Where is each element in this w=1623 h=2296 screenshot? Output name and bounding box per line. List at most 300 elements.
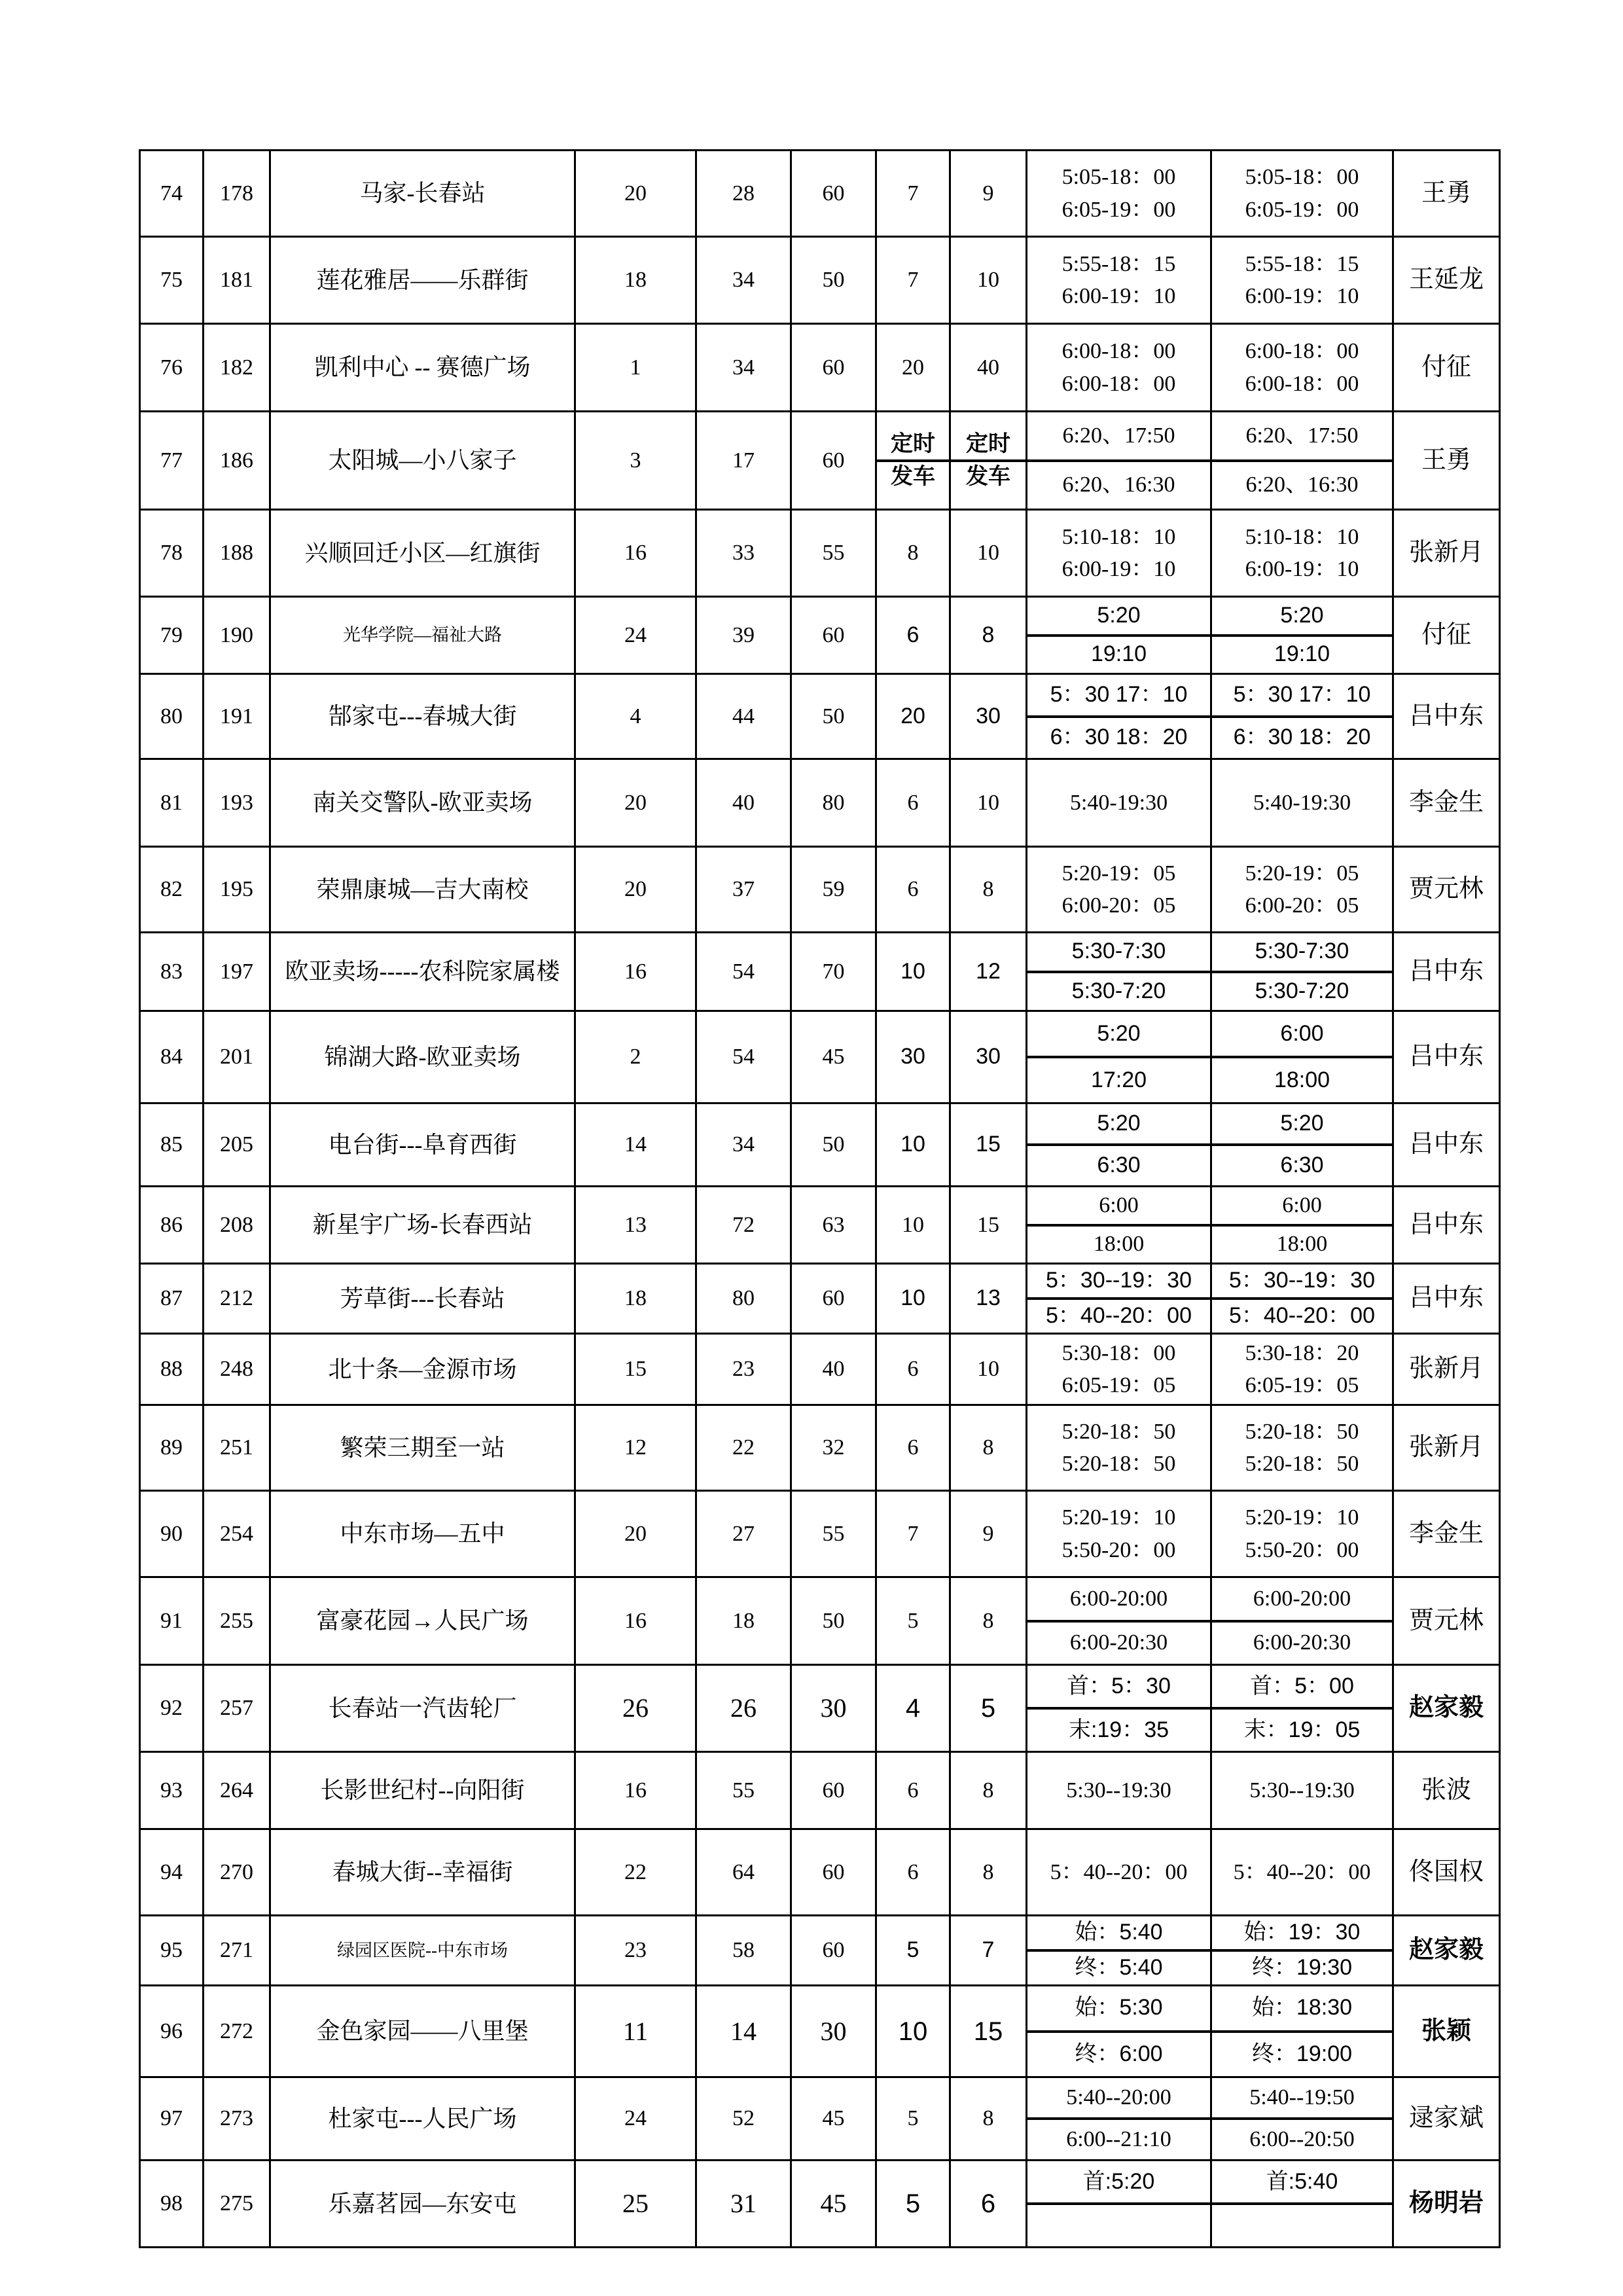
- value-c-cell: 70: [791, 933, 876, 1011]
- value-a-cell: 16: [575, 1577, 696, 1665]
- row-number-cell: 82: [140, 847, 204, 933]
- schedule-t1-cell: [1027, 1264, 1211, 1334]
- value-b-cell: 54: [696, 1011, 791, 1103]
- schedule-t2-cell: [1211, 1829, 1393, 1916]
- table-row: [140, 1011, 1500, 1103]
- route-number-cell: 273: [204, 2077, 270, 2161]
- interval-d-cell: 5: [876, 1916, 950, 1986]
- schedule-t2-cell-line: 5:30-7:20: [1255, 978, 1349, 1003]
- schedule-t2-cell-line: 始：18:30: [1212, 1986, 1392, 2033]
- interval-e-cell-line: 发车: [966, 463, 1010, 489]
- schedule-t1-cell-line: 6:00-20：05: [1061, 893, 1176, 918]
- manager-cell: 李金生: [1393, 759, 1500, 847]
- manager-cell: 王勇: [1393, 151, 1500, 237]
- manager-cell: 吕中东: [1393, 1264, 1500, 1334]
- schedule-t1-cell: [1027, 237, 1211, 324]
- schedule-t2-cell-line: 5:40-19:30: [1253, 790, 1351, 815]
- interval-d-cell: 30: [876, 1011, 950, 1103]
- schedule-t1-cell-split: [1027, 412, 1210, 509]
- route-name-cell: 电台街---阜育西街: [270, 1103, 575, 1187]
- table-row: [140, 1405, 1500, 1491]
- route-name-cell: 中东市场—五中: [270, 1491, 575, 1577]
- schedule-t1-cell-split: [1027, 1265, 1210, 1333]
- schedule-t1-cell-split: [1027, 1986, 1210, 2076]
- schedule-t2-cell-line: 末：19：05: [1243, 1717, 1361, 1742]
- route-number-cell: 201: [204, 1011, 270, 1103]
- value-b-cell: 34: [696, 1103, 791, 1187]
- interval-e-cell: 10: [950, 1334, 1027, 1405]
- schedule-t1-cell-line: 始：5:40: [1027, 1916, 1210, 1952]
- route-name-cell: 乐嘉茗园—东安屯: [270, 2161, 575, 2248]
- value-c-cell: 45: [791, 2077, 876, 2161]
- route-number-cell: 195: [204, 847, 270, 933]
- schedule-t2-cell-line: 6:00: [1212, 1012, 1392, 1058]
- schedule-t2-cell-split: [1212, 412, 1392, 509]
- manager-cell: 吕中东: [1393, 1011, 1500, 1103]
- value-a-cell: 14: [575, 1103, 696, 1187]
- interval-e-cell: [950, 412, 1027, 510]
- interval-d-cell: 5: [876, 2077, 950, 2161]
- interval-e-cell: 8: [950, 2077, 1027, 2161]
- schedule-t1-cell: [1027, 597, 1211, 674]
- row-number-cell: 91: [140, 1577, 204, 1665]
- manager-cell: 张新月: [1393, 510, 1500, 597]
- schedule-t1-cell: [1027, 847, 1211, 933]
- value-b-cell: 23: [696, 1334, 791, 1405]
- manager-cell: 王延龙: [1393, 237, 1500, 324]
- schedule-t2-cell-line: 5:30--19:30: [1249, 1778, 1355, 1803]
- value-b-cell: 55: [696, 1752, 791, 1829]
- route-name-cell: 荣鼎康城—吉大南校: [270, 847, 575, 933]
- interval-e-cell-line: 定时: [951, 429, 1026, 462]
- interval-d-cell: 10: [876, 1187, 950, 1264]
- schedule-t1-cell-split: [1027, 675, 1210, 758]
- schedule-t1-cell-line: 5：40--20：00: [1050, 1859, 1188, 1884]
- route-name-cell: 郜家屯---春城大街: [270, 674, 575, 759]
- value-b-cell: 37: [696, 847, 791, 933]
- schedule-t1-cell-line: 首：5：30: [1027, 1666, 1210, 1710]
- value-c-cell: 50: [791, 1577, 876, 1665]
- schedule-t2-cell-line: 5:10-18：10: [1245, 524, 1359, 549]
- route-number-cell: 275: [204, 2161, 270, 2248]
- schedule-t2-cell: [1211, 510, 1393, 597]
- row-number-cell: 93: [140, 1752, 204, 1829]
- schedule-t2-cell-line: 6：30 18：20: [1233, 725, 1371, 750]
- schedule-table-container: [139, 149, 1500, 2218]
- schedule-t2-cell-line: 6:05-19：05: [1245, 1373, 1359, 1397]
- manager-cell: 逯家斌: [1393, 2077, 1500, 2161]
- interval-d-cell: 7: [876, 151, 950, 237]
- interval-e-cell: 12: [950, 933, 1027, 1011]
- value-a-cell: 20: [575, 1491, 696, 1577]
- schedule-t2-cell-line: 终：19:00: [1251, 2041, 1353, 2066]
- route-name-cell: 富豪花园→人民广场: [270, 1577, 575, 1665]
- schedule-t2-cell: [1211, 933, 1393, 1011]
- value-c-cell: 60: [791, 1916, 876, 1986]
- schedule-t2-cell-line: 6:05-19：00: [1245, 197, 1359, 222]
- manager-cell: 吕中东: [1393, 933, 1500, 1011]
- interval-d-cell: 5: [876, 2161, 950, 2248]
- route-number-cell: 182: [204, 324, 270, 412]
- route-number-cell: 190: [204, 597, 270, 674]
- schedule-t1-cell-line: 末:19：35: [1068, 1717, 1169, 1742]
- value-c-cell: 60: [791, 324, 876, 412]
- interval-e-cell: 5: [950, 1665, 1027, 1752]
- row-number-cell: 78: [140, 510, 204, 597]
- value-b-cell: 18: [696, 1577, 791, 1665]
- table-row: [140, 1577, 1500, 1665]
- value-c-cell: 40: [791, 1334, 876, 1405]
- interval-d-cell-line: 发车: [891, 463, 935, 489]
- schedule-t1-cell: [1027, 2161, 1211, 2248]
- interval-d-cell: 4: [876, 1665, 950, 1752]
- value-a-cell: 13: [575, 1187, 696, 1264]
- schedule-t2-cell: [1211, 1665, 1393, 1752]
- schedule-t1-cell-split: [1027, 1012, 1210, 1102]
- schedule-t2-cell-split: [1212, 1265, 1392, 1333]
- manager-cell: 贾元林: [1393, 847, 1500, 933]
- schedule-t1-cell-line: 终：5:40: [1075, 1955, 1163, 1981]
- schedule-t2-cell-line: 首:5:40: [1212, 2161, 1392, 2205]
- manager-cell: 王勇: [1393, 412, 1500, 510]
- value-a-cell: 4: [575, 674, 696, 759]
- value-c-cell: 50: [791, 1103, 876, 1187]
- route-number-cell: 271: [204, 1916, 270, 1986]
- schedule-t2-cell-line: 6:20、17:50: [1212, 412, 1392, 462]
- manager-cell: 张颖: [1393, 1986, 1500, 2077]
- route-number-cell: 181: [204, 237, 270, 324]
- interval-e-cell: 9: [950, 1491, 1027, 1577]
- value-b-cell: 39: [696, 597, 791, 674]
- schedule-t1-cell-line: 6：30 18：20: [1050, 725, 1188, 750]
- schedule-t1-cell-split: [1027, 933, 1210, 1010]
- schedule-t2-cell-split: [1212, 598, 1392, 673]
- interval-d-cell: 6: [876, 597, 950, 674]
- value-a-cell: 18: [575, 237, 696, 324]
- schedule-t1-cell: [1027, 1187, 1211, 1264]
- schedule-t2-cell-line: 6:30: [1280, 1153, 1324, 1178]
- schedule-t1-cell: [1027, 1405, 1211, 1491]
- schedule-t1-cell-line: 6:05-19：05: [1061, 1373, 1176, 1397]
- schedule-t1-cell: [1027, 1916, 1211, 1986]
- route-name-cell: 北十条—金源市场: [270, 1334, 575, 1405]
- schedule-t2-cell-line: 6:00--20:50: [1249, 2127, 1355, 2152]
- value-b-cell: 26: [696, 1665, 791, 1752]
- schedule-t1-cell-split: [1027, 1666, 1210, 1751]
- schedule-t1-cell: [1027, 674, 1211, 759]
- value-b-cell: 17: [696, 412, 791, 510]
- row-number-cell: 79: [140, 597, 204, 674]
- manager-cell: 赵家毅: [1393, 1916, 1500, 1986]
- schedule-t1-cell-line: 6:05-19：00: [1061, 197, 1176, 222]
- route-name-cell: 新星宇广场-长春西站: [270, 1187, 575, 1264]
- interval-d-cell: 6: [876, 759, 950, 847]
- schedule-t1-cell-line: 5:20-18：50: [1061, 1452, 1176, 1476]
- schedule-t1-cell-split: [1027, 598, 1210, 673]
- table-row: [140, 1752, 1500, 1829]
- row-number-cell: 84: [140, 1011, 204, 1103]
- table-row: [140, 2161, 1500, 2248]
- schedule-t2-cell: [1211, 1491, 1393, 1577]
- interval-e-cell: 9: [950, 151, 1027, 237]
- schedule-t2-cell-line: 5:40--19:50: [1212, 2078, 1392, 2120]
- value-a-cell: 12: [575, 1405, 696, 1491]
- interval-d-cell: 6: [876, 1334, 950, 1405]
- schedule-t1-cell-line: 6:00-19：10: [1061, 284, 1176, 308]
- schedule-t2-cell-line: 始：19：30: [1212, 1916, 1392, 1952]
- table-row: [140, 847, 1500, 933]
- row-number-cell: 90: [140, 1491, 204, 1577]
- interval-e-cell: 8: [950, 1752, 1027, 1829]
- schedule-t1-cell-line: 5:20-18：50: [1061, 1419, 1176, 1444]
- schedule-t2-cell: [1211, 1405, 1393, 1491]
- schedule-t2-cell: [1211, 412, 1393, 510]
- row-number-cell: 76: [140, 324, 204, 412]
- value-c-cell: 30: [791, 1986, 876, 2077]
- manager-cell: 张新月: [1393, 1405, 1500, 1491]
- schedule-t1-cell-split: [1027, 1916, 1210, 1984]
- value-c-cell: 59: [791, 847, 876, 933]
- schedule-t1-cell: [1027, 2077, 1211, 2161]
- route-number-cell: 188: [204, 510, 270, 597]
- schedule-t1-cell-line: 5：30 17：10: [1027, 675, 1210, 718]
- schedule-t2-cell-line: 5:20-18：50: [1245, 1419, 1359, 1444]
- schedule-t1-cell: [1027, 1829, 1211, 1916]
- route-name-cell: 莲花雅居——乐群街: [270, 237, 575, 324]
- schedule-t2-cell: [1211, 597, 1393, 674]
- schedule-t1-cell-line: 5:20: [1027, 598, 1210, 637]
- schedule-t2-cell-line: 5:20-18：50: [1245, 1452, 1359, 1476]
- interval-d-cell: 7: [876, 1491, 950, 1577]
- row-number-cell: 75: [140, 237, 204, 324]
- route-name-cell: 繁荣三期至一站: [270, 1405, 575, 1491]
- value-c-cell: 60: [791, 151, 876, 237]
- schedule-t1-cell-line: 终：6:00: [1075, 2041, 1163, 2066]
- value-b-cell: 72: [696, 1187, 791, 1264]
- interval-d-cell: 6: [876, 847, 950, 933]
- schedule-t1-cell: [1027, 412, 1211, 510]
- interval-e-cell: 15: [950, 1187, 1027, 1264]
- schedule-t1-cell-split: [1027, 1104, 1210, 1185]
- interval-d-cell-line: 定时: [877, 429, 949, 462]
- schedule-t1-cell-line: 17:20: [1090, 1067, 1147, 1092]
- schedule-t2-cell-line: 6:00: [1212, 1187, 1392, 1227]
- table-row: [140, 597, 1500, 674]
- value-b-cell: 33: [696, 510, 791, 597]
- interval-e-cell: 8: [950, 847, 1027, 933]
- schedule-t1-cell-line: 5:30-7:20: [1071, 978, 1166, 1003]
- schedule-t2-cell: [1211, 151, 1393, 237]
- route-name-cell: 金色家园——八里堡: [270, 1986, 575, 2077]
- route-name-cell: 太阳城—小八家子: [270, 412, 575, 510]
- interval-e-cell: 10: [950, 237, 1027, 324]
- value-a-cell: 11: [575, 1986, 696, 2077]
- schedule-t2-cell-split: [1212, 933, 1392, 1010]
- route-number-cell: 272: [204, 1986, 270, 2077]
- schedule-t2-cell: [1211, 1334, 1393, 1405]
- route-name-cell: 南关交警队-欧亚卖场: [270, 759, 575, 847]
- value-b-cell: 28: [696, 151, 791, 237]
- table-row: [140, 1334, 1500, 1405]
- interval-e-cell-split: [951, 429, 1026, 492]
- interval-d-cell: 10: [876, 1103, 950, 1187]
- schedule-t2-cell-line: 5：40--20：00: [1233, 1859, 1371, 1884]
- interval-d-cell: 8: [876, 510, 950, 597]
- value-c-cell: 50: [791, 674, 876, 759]
- table-row: [140, 237, 1500, 324]
- schedule-t1-cell-line: 5:55-18：15: [1061, 251, 1176, 276]
- schedule-t2-cell-line: 5：30 17：10: [1212, 675, 1392, 718]
- value-c-cell: 80: [791, 759, 876, 847]
- route-number-cell: 191: [204, 674, 270, 759]
- manager-cell: 付征: [1393, 597, 1500, 674]
- table-row: [140, 1916, 1500, 1986]
- schedule-t2-cell: [1211, 1264, 1393, 1334]
- interval-e-cell: 8: [950, 1405, 1027, 1491]
- row-number-cell: 77: [140, 412, 204, 510]
- schedule-t2-cell-split: [1212, 1012, 1392, 1102]
- value-c-cell: 60: [791, 597, 876, 674]
- schedule-t1-cell: [1027, 1752, 1211, 1829]
- interval-e-cell: 8: [950, 597, 1027, 674]
- value-a-cell: 1: [575, 324, 696, 412]
- value-a-cell: 16: [575, 1752, 696, 1829]
- schedule-t1-cell: [1027, 510, 1211, 597]
- schedule-t2-cell-line: 6:00-20：05: [1245, 893, 1359, 918]
- schedule-t1-cell: [1027, 1491, 1211, 1577]
- table-row: [140, 674, 1500, 759]
- interval-e-cell: 40: [950, 324, 1027, 412]
- value-c-cell: 55: [791, 510, 876, 597]
- schedule-t2-cell-split: [1212, 1916, 1392, 1984]
- table-row: [140, 412, 1500, 510]
- schedule-t2-cell: [1211, 1103, 1393, 1187]
- schedule-t2-cell-split: [1212, 1578, 1392, 1664]
- schedule-t1-cell: [1027, 1665, 1211, 1752]
- interval-d-cell: 20: [876, 674, 950, 759]
- value-a-cell: 20: [575, 847, 696, 933]
- interval-d-cell: 6: [876, 1829, 950, 1916]
- value-c-cell: 45: [791, 2161, 876, 2248]
- route-number-cell: 251: [204, 1405, 270, 1491]
- route-name-cell: 长春站一汽齿轮厂: [270, 1665, 575, 1752]
- schedule-t2-cell: [1211, 2077, 1393, 2161]
- row-number-cell: 80: [140, 674, 204, 759]
- schedule-t2-cell-line: 5:05-18：00: [1245, 165, 1359, 190]
- route-name-cell: 凯利中心 -- 赛德广场: [270, 324, 575, 412]
- schedule-t1-cell: [1027, 1577, 1211, 1665]
- table-row: [140, 1491, 1500, 1577]
- schedule-t1-cell-line: 5:20-19：05: [1061, 861, 1176, 886]
- interval-d-cell: 7: [876, 237, 950, 324]
- interval-d-cell-split: [877, 429, 949, 492]
- schedule-t1-cell-line: 首:5:20: [1027, 2161, 1210, 2205]
- schedule-t2-cell-split: [1212, 2078, 1392, 2159]
- schedule-t2-cell-line: 6:00-18：00: [1245, 371, 1359, 396]
- schedule-t1-cell: [1027, 1011, 1211, 1103]
- schedule-t1-cell: [1027, 1986, 1211, 2077]
- value-c-cell: 60: [791, 1829, 876, 1916]
- value-a-cell: 25: [575, 2161, 696, 2248]
- route-number-cell: 193: [204, 759, 270, 847]
- table-row: [140, 1829, 1500, 1916]
- value-b-cell: 22: [696, 1405, 791, 1491]
- schedule-t1-cell-line: 6:20、16:30: [1062, 473, 1175, 497]
- interval-d-cell: 10: [876, 1264, 950, 1334]
- interval-d-cell: [876, 412, 950, 510]
- table-row: [140, 324, 1500, 412]
- value-a-cell: 20: [575, 759, 696, 847]
- schedule-t2-cell: [1211, 1577, 1393, 1665]
- schedule-t2-cell-line: 6:00-19：10: [1245, 557, 1359, 581]
- interval-d-cell: 6: [876, 1405, 950, 1491]
- schedule-t2-cell-line: 5:20: [1212, 598, 1392, 637]
- table-row: [140, 1665, 1500, 1752]
- manager-cell: 付征: [1393, 324, 1500, 412]
- manager-cell: 杨明岩: [1393, 2161, 1500, 2248]
- schedule-t2-cell-line: 5:20: [1212, 1104, 1392, 1146]
- schedule-t2-cell-line: 6:00-19：10: [1245, 284, 1359, 308]
- route-name-cell: 锦湖大路-欧亚卖场: [270, 1011, 575, 1103]
- row-number-cell: 86: [140, 1187, 204, 1264]
- schedule-t1-cell-line: 5:30-7:30: [1027, 933, 1210, 973]
- interval-e-cell: 8: [950, 1829, 1027, 1916]
- manager-cell: 吕中东: [1393, 674, 1500, 759]
- schedule-t2-cell-split: [1212, 2161, 1392, 2246]
- schedule-t1-cell-line: 18:00: [1093, 1232, 1145, 1257]
- schedule-t1-cell-line: 5:20: [1027, 1012, 1210, 1058]
- schedule-t1-cell-line: 5:20-19：10: [1061, 1505, 1176, 1530]
- row-number-cell: 83: [140, 933, 204, 1011]
- value-a-cell: 3: [575, 412, 696, 510]
- schedule-t1-cell-line: 5:05-18：00: [1061, 165, 1176, 190]
- table-row: [140, 933, 1500, 1011]
- table-row: [140, 1986, 1500, 2077]
- route-number-cell: 270: [204, 1829, 270, 1916]
- value-c-cell: 30: [791, 1665, 876, 1752]
- schedule-t1-cell-line: 5:30--19:30: [1066, 1778, 1171, 1803]
- route-number-cell: 197: [204, 933, 270, 1011]
- schedule-t1-cell-line: 5:30-18：00: [1061, 1340, 1176, 1365]
- schedule-t1-cell: [1027, 151, 1211, 237]
- value-b-cell: 31: [696, 2161, 791, 2248]
- row-number-cell: 96: [140, 1986, 204, 2077]
- row-number-cell: 85: [140, 1103, 204, 1187]
- schedule-t1-cell-line: 5:40-19:30: [1069, 790, 1168, 815]
- value-b-cell: 54: [696, 933, 791, 1011]
- schedule-t2-cell-line: 5:20-19：05: [1245, 861, 1359, 886]
- schedule-t1-cell: [1027, 759, 1211, 847]
- schedule-t2-cell: [1211, 324, 1393, 412]
- schedule-t2-cell-split: [1212, 675, 1392, 758]
- row-number-cell: 94: [140, 1829, 204, 1916]
- schedule-t1-cell-split: [1027, 1187, 1210, 1263]
- route-name-cell: 春城大街--幸福街: [270, 1829, 575, 1916]
- route-number-cell: 264: [204, 1752, 270, 1829]
- route-name-cell: 芳草街---长春站: [270, 1264, 575, 1334]
- value-b-cell: 34: [696, 324, 791, 412]
- schedule-t2-cell-line: 5：40--20：00: [1228, 1303, 1375, 1329]
- route-number-cell: 212: [204, 1264, 270, 1334]
- interval-e-cell: 15: [950, 1103, 1027, 1187]
- schedule-t2-cell-line: 6:00-18：00: [1245, 339, 1359, 364]
- interval-d-cell: 5: [876, 1577, 950, 1665]
- value-c-cell: 63: [791, 1187, 876, 1264]
- schedule-t1-cell-line: 5:10-18：10: [1061, 524, 1176, 549]
- route-number-cell: 248: [204, 1334, 270, 1405]
- value-b-cell: 34: [696, 237, 791, 324]
- interval-e-cell: 15: [950, 1986, 1027, 2077]
